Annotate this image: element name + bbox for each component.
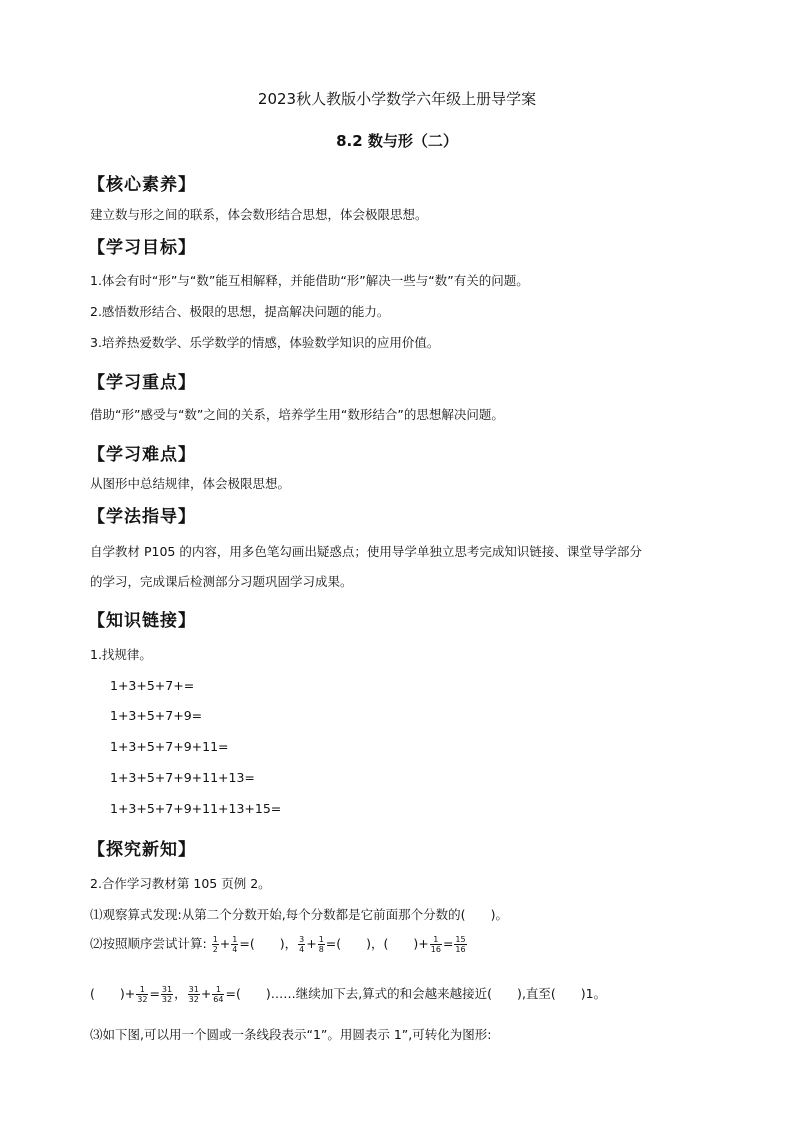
fraction: $\frac{15}{16}$ bbox=[455, 935, 466, 954]
heading-knowledge-link: 【知识链接】 bbox=[88, 611, 196, 631]
core-literacy-text: 建立数与形之间的联系，体会数形结合思想，体会极限思想。 bbox=[90, 207, 428, 222]
lesson-subtitle: 8.2 数与形（二） bbox=[336, 132, 458, 150]
calc-line-3: 1+3+5+7+9+11= bbox=[110, 739, 229, 754]
fraction: $\frac{1}{4}$ bbox=[232, 935, 238, 954]
fraction: $\frac{1}{32}$ bbox=[137, 985, 148, 1004]
heading-learning-goals: 【学习目标】 bbox=[88, 238, 196, 258]
calc-line-5: 1+3+5+7+9+11+13+15= bbox=[110, 801, 282, 816]
heading-core-literacy: 【核心素养】 bbox=[88, 175, 196, 195]
explore-question-2: 2.合作学习教材第 105 页例 2。 bbox=[90, 876, 271, 891]
step-2-prefix: ⑵按照顺序尝试计算: bbox=[90, 936, 207, 951]
explore-step-2-continued: ( )+ $\frac{1}{32}$ = $\frac{31}{32}$ ， $\frac{31}{32}$ + $\frac{1}{64}$ =( )……继续加下去,算式的和会越来越接近( ),直至( )1。 bbox=[90, 985, 607, 1004]
fraction: $\frac{31}{32}$ bbox=[188, 985, 199, 1004]
goal-item-2: 2.感悟数形结合、极限的思想，提高解决问题的能力。 bbox=[90, 304, 390, 319]
heading-key-points: 【学习重点】 bbox=[88, 373, 196, 393]
document-title: 2023秋人教版小学数学六年级上册导学案 bbox=[257, 90, 537, 108]
difficulties-text: 从图形中总结规律，体会极限思想。 bbox=[90, 476, 291, 491]
answer-blank-text: =( )， bbox=[239, 936, 298, 951]
heading-difficulties: 【学习难点】 bbox=[88, 445, 196, 465]
fraction: $\frac{1}{64}$ bbox=[213, 985, 224, 1004]
fraction: $\frac{1}{16}$ bbox=[430, 935, 441, 954]
goal-item-1: 1.体会有时“形”与“数”能互相解释，并能借助“形”解决一些与“数”有关的问题。 bbox=[90, 273, 529, 288]
key-points-text: 借助“形”感受与“数”之间的关系，培养学生用“数形结合”的思想解决问题。 bbox=[90, 407, 504, 422]
study-method-line-1: 自学教材 P105 的内容，用多色笔勾画出疑惑点；使用导学单独立思考完成知识链接、课堂导学部分 bbox=[90, 544, 642, 559]
find-pattern-question: 1.找规律。 bbox=[90, 647, 152, 662]
calc-line-1: 1+3+5+7+= bbox=[110, 678, 195, 693]
answer-blank-text: =( )，( ) bbox=[325, 936, 419, 951]
goal-item-3: 3.培养热爱数学、乐学数学的情感，体验数学知识的应用价值。 bbox=[90, 335, 440, 350]
answer-blank-text: ( ) bbox=[90, 986, 125, 1001]
fraction: $\frac{31}{32}$ bbox=[161, 985, 173, 1004]
step-2-continued-text: =( )……继续加下去,算式的和会越来越接近( ),直至( )1。 bbox=[225, 986, 607, 1001]
explore-step-1: ⑴观察算式发现:从第二个分数开始,每个分数都是它前面那个分数的( )。 bbox=[90, 907, 508, 922]
calc-line-4: 1+3+5+7+9+11+13= bbox=[110, 770, 255, 785]
fraction: $\frac{3}{4}$ bbox=[299, 935, 305, 954]
explore-step-3: ⑶如下图,可以用一个圆或一条线段表示“1”。用圆表示 1”,可转化为图形: bbox=[90, 1027, 492, 1042]
calc-line-2: 1+3+5+7+9= bbox=[110, 708, 203, 723]
heading-explore: 【探究新知】 bbox=[88, 840, 196, 860]
explore-step-2: ⑵按照顺序尝试计算: $\frac{1}{2}$ + $\frac{1}{4}$ =( )， $\frac{3}{4}$ + $\frac{1}{8}$ =( )，( )+ $\frac{1}{16}$ = $\frac{15}{16}$ bbox=[90, 935, 466, 954]
fraction: $\frac{1}{8}$ bbox=[318, 935, 324, 954]
fraction: $\frac{1}{2}$ bbox=[212, 935, 218, 954]
heading-study-method: 【学法指导】 bbox=[88, 507, 196, 527]
study-method-line-2: 的学习，完成课后检测部分习题巩固学习成果。 bbox=[90, 574, 353, 589]
